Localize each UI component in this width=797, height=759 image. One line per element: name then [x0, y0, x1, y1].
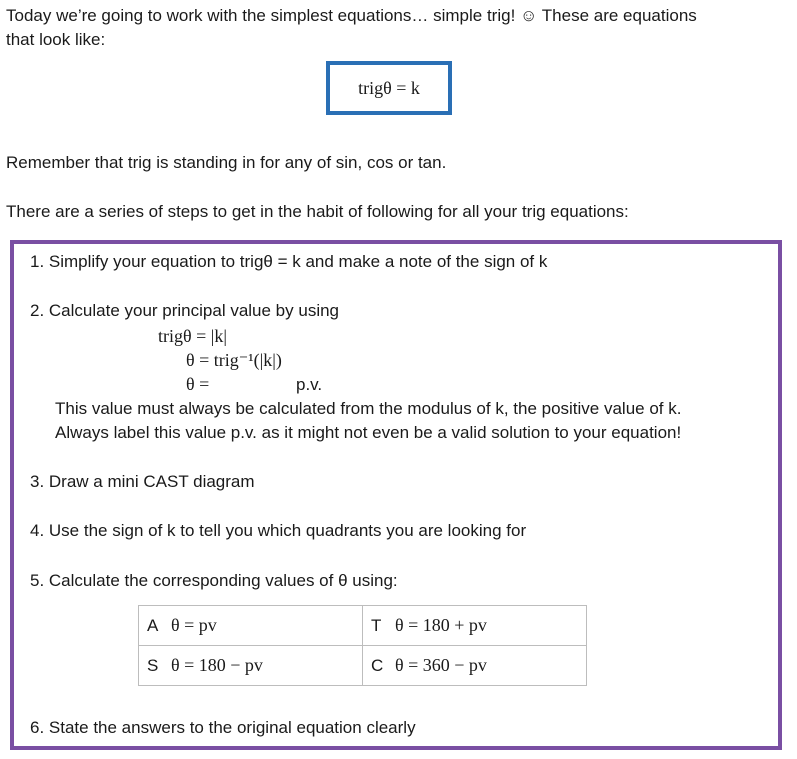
- cast-letter-s: S: [147, 656, 159, 675]
- pv-equation-1: trigθ = |k|: [158, 326, 227, 346]
- intro-line-2: that look like:: [6, 30, 106, 49]
- series-text: There are a series of steps to get in the habit of following for all your trig equations:: [6, 202, 629, 221]
- remember-text: Remember that trig is standing in for any of sin, cos or tan.: [6, 153, 447, 172]
- cast-letter-c: C: [371, 656, 384, 675]
- pv-equation-3-right: p.v.: [296, 375, 323, 394]
- cast-formula-t: θ = 180 + pv: [395, 615, 487, 635]
- pv-equation-2: θ = trig⁻¹(|k|): [186, 350, 282, 370]
- intro-line-1: Today we’re going to work with the simplest equations… simple trig! ☺ These are equations: [6, 6, 697, 25]
- cast-table: [138, 605, 587, 686]
- step-4: 4. Use the sign of k to tell you which quadrants you are looking for: [30, 521, 527, 540]
- pv-note-2: Always label this value p.v. as it might not even be a valid solution to your equation!: [55, 423, 682, 442]
- cast-formula-s: θ = 180 − pv: [171, 655, 263, 675]
- cast-formula-c: θ = 360 − pv: [395, 655, 487, 675]
- pv-equation-3-left: θ =: [186, 374, 210, 394]
- boxed-equation: [326, 61, 452, 115]
- cast-row-bottom: [139, 646, 587, 686]
- cast-cell-a: [139, 606, 363, 646]
- step-6: 6. State the answers to the original equation clearly: [30, 718, 416, 737]
- step-3: 3. Draw a mini CAST diagram: [30, 472, 255, 491]
- step-1: 1. Simplify your equation to trigθ = k and make a note of the sign of k: [30, 252, 548, 271]
- step-2: 2. Calculate your principal value by using: [30, 301, 340, 320]
- cast-formula-a: θ = pv: [171, 615, 217, 635]
- boxed-equation-text: trigθ = k: [358, 77, 420, 98]
- cast-row-top: [139, 606, 587, 646]
- pv-note-1: This value must always be calculated from the modulus of k, the positive value of k.: [55, 399, 682, 418]
- cast-cell-s: [139, 646, 363, 686]
- cast-letter-t: T: [371, 616, 382, 635]
- step-5: 5. Calculate the corresponding values of θ using:: [30, 571, 398, 590]
- cast-letter-a: A: [147, 616, 159, 635]
- cast-cell-c: [363, 646, 587, 686]
- cast-cell-t: [363, 606, 587, 646]
